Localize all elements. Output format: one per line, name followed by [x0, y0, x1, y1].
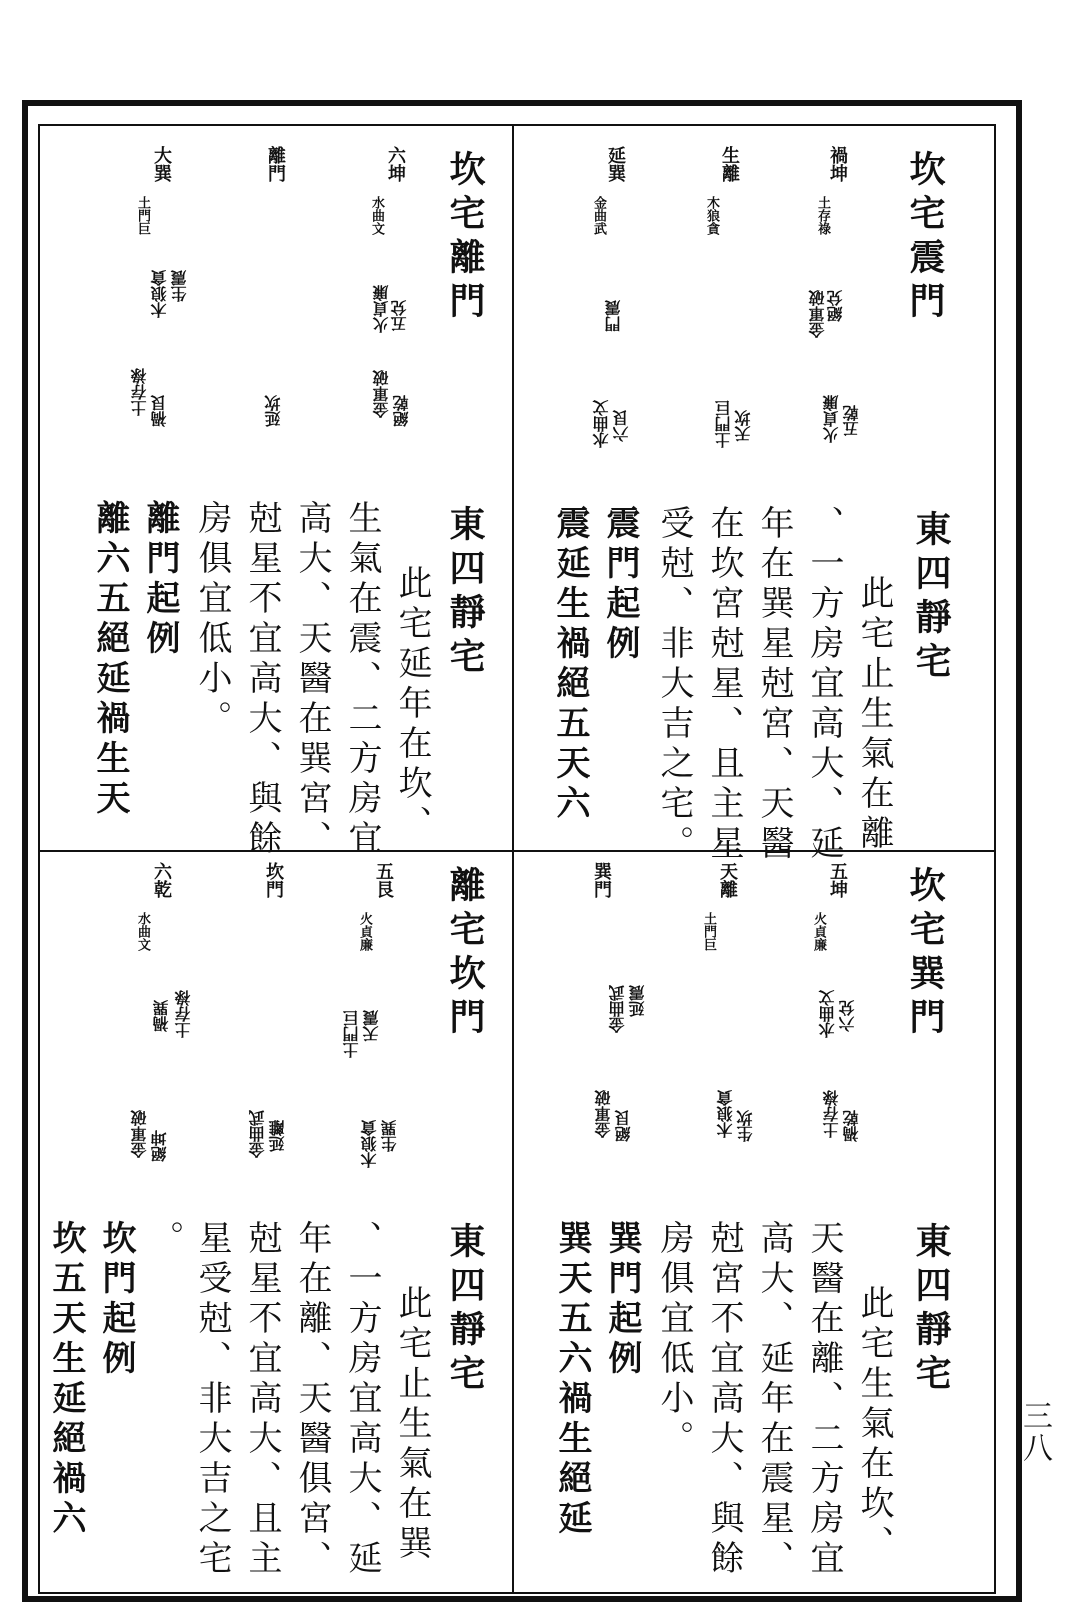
br-mid-2-star: 金曲武 [608, 985, 627, 1033]
br-mid-2: 延震 [628, 985, 647, 1017]
br-text-5: 房俱宜低小。 [654, 1220, 694, 1460]
bl-bottom-1: 生巽 [380, 1120, 399, 1152]
tl-text-1: 此宅延年在坎、 [392, 565, 432, 845]
br-gua-2-star: 土門巨 [701, 912, 716, 951]
br-text-3: 高大、延年在震星、 [754, 1220, 794, 1580]
tr-text-3: 年在巽星尅宮、天醫 [754, 505, 794, 865]
tl-example-title: 離門起例 [140, 500, 180, 660]
bl-text-4: 尅星不宜高大、且主 [242, 1220, 282, 1580]
bl-text-2: 、一方房宜高大、延 [342, 1220, 382, 1580]
tr-bottom-1-star: 火貞廉 [822, 395, 841, 443]
bl-text-3: 年在離、天醫俱宮、 [292, 1220, 332, 1580]
bl-example: 坎五天生延絕禍六 [46, 1220, 86, 1540]
tl-example: 離六五絕延禍生天 [90, 500, 130, 820]
tr-bottom-3: 六艮 [612, 410, 631, 442]
br-example-title: 巽門起例 [602, 1220, 642, 1380]
tl-gua-2: 離門 [265, 146, 286, 182]
br-mid-1-star: 水曲文 [818, 990, 837, 1038]
tr-gua-2: 生離 [719, 146, 740, 182]
tl-bottom-1: 絕乾 [392, 395, 411, 427]
tr-bottom-3-star: 水曲文 [592, 400, 611, 448]
tr-mid-2: 門震 [604, 300, 623, 332]
tl-text-2: 生氣在震、二方房宜 [342, 500, 382, 860]
br-gua-2: 天離 [717, 862, 738, 898]
tr-example-title: 震門起例 [600, 505, 640, 665]
bl-bottom-3-star: 金軍破 [130, 1110, 149, 1158]
bl-bottom-1-star: 木狼貪 [360, 1120, 379, 1168]
tl-bottom-2: 延坎 [264, 395, 283, 427]
tl-mid-2-star: 木狼貪 [150, 270, 169, 318]
br-gua-1-star: 火貞廉 [811, 912, 826, 951]
tl-bottom-1-star: 金軍破 [372, 370, 391, 418]
br-gua-1: 五坤 [827, 862, 848, 898]
br-text-4: 尅宮不宜高大、與餘 [704, 1220, 744, 1580]
bl-heading: 東四靜宅 [444, 1222, 486, 1398]
bl-mid-2: 禍巽 [152, 1000, 171, 1032]
bl-gua-1: 五艮 [373, 862, 394, 898]
bl-gua-2: 坎門 [263, 862, 284, 898]
tl-mid-1: 五兌 [390, 300, 409, 332]
bl-mid-2-star: 土存祿 [174, 990, 193, 1038]
tr-gua-3: 延巽 [605, 146, 626, 182]
bl-mid-1-star: 土門巨 [342, 1010, 361, 1058]
tr-gua-2-star: 木狼貪 [704, 196, 719, 235]
tr-text-2: 、一方房宜高大、延 [804, 505, 844, 865]
br-bottom-3: 絕艮 [614, 1110, 633, 1142]
tr-gua-1-star: 土存祿 [815, 196, 830, 235]
bl-example-title: 坎門起例 [96, 1220, 136, 1380]
br-text-2: 天醫在離、二方房宜 [804, 1220, 844, 1580]
tl-gua-1-star: 水曲文 [369, 196, 384, 235]
tl-bottom-3-star: 土存祿 [130, 368, 149, 416]
br-text-1: 此宅生氣在坎、 [854, 1285, 894, 1565]
br-bottom-2-star: 木狼貪 [716, 1090, 735, 1138]
br-bottom-1: 禍乾 [842, 1110, 861, 1142]
bl-gua-3-star: 水曲文 [135, 912, 150, 951]
tl-mid-1-star: 火貞廉 [372, 285, 391, 333]
bl-bottom-2: 延離 [268, 1120, 287, 1152]
br-bottom-2: 生坎 [736, 1110, 755, 1142]
br-bottom-3-star: 金軍破 [594, 1090, 613, 1138]
tr-bottom-1: 五乾 [842, 405, 861, 437]
tr-example: 震延生禍絕五天六 [550, 505, 590, 825]
bl-bottom-2-star: 金曲武 [248, 1110, 267, 1158]
bl-gua-3: 六乾 [151, 862, 172, 898]
tr-title: 坎宅震門 [904, 150, 946, 326]
tr-mid-1: 絕兌 [826, 290, 845, 322]
br-mid-1: 六兌 [838, 1000, 857, 1032]
tr-text-4: 在坎宮尅星、且主星 [704, 505, 744, 865]
tl-mid-2: 生震 [170, 270, 189, 302]
tl-heading: 東四靜宅 [444, 505, 486, 681]
br-example: 巽天五六禍生絕延 [552, 1220, 592, 1540]
vertical-divider [512, 124, 514, 1594]
tl-bottom-3: 禍艮 [150, 395, 169, 427]
bl-title: 離宅坎門 [444, 866, 486, 1042]
br-heading: 東四靜宅 [910, 1222, 952, 1398]
bl-bottom-3: 絕坤 [150, 1130, 169, 1162]
bl-text-6: 。 [144, 1220, 184, 1260]
tl-text-3: 高大、天醫在巽宮、 [292, 500, 332, 860]
tl-gua-1: 六坤 [385, 146, 406, 182]
tl-gua-3-star: 土門巨 [135, 196, 150, 235]
tr-bottom-2-star: 土門巨 [714, 400, 733, 448]
br-title: 坎宅巽門 [904, 866, 946, 1042]
bl-gua-1-star: 火貞廉 [357, 912, 372, 951]
bl-text-5: 星受尅、非大吉之宅 [192, 1220, 232, 1580]
tr-heading: 東四靜宅 [910, 510, 952, 686]
tr-text-5: 受尅、非大吉之宅。 [654, 505, 694, 865]
tl-gua-3: 大巽 [151, 146, 172, 182]
tl-title: 坎宅離門 [444, 150, 486, 326]
tr-text-1: 此宅止生氣在離 [854, 575, 894, 855]
bl-mid-1: 天震 [362, 1010, 381, 1042]
tl-text-4: 尅星不宜高大、與餘 [242, 500, 282, 860]
bl-text-1: 此宅止生氣在巽 [392, 1285, 432, 1565]
tr-gua-1: 禍坤 [827, 146, 848, 182]
tr-bottom-2: 天坎 [734, 410, 753, 442]
tl-text-5: 房俱宜低小。 [192, 500, 232, 740]
br-bottom-1-star: 土存祿 [822, 1090, 841, 1138]
tr-mid-1-star: 金軍破 [808, 290, 827, 338]
tr-gua-3-star: 金曲武 [591, 196, 606, 235]
br-gua-3: 巽門 [591, 862, 612, 898]
page-number: 三八 [1017, 1400, 1052, 1464]
